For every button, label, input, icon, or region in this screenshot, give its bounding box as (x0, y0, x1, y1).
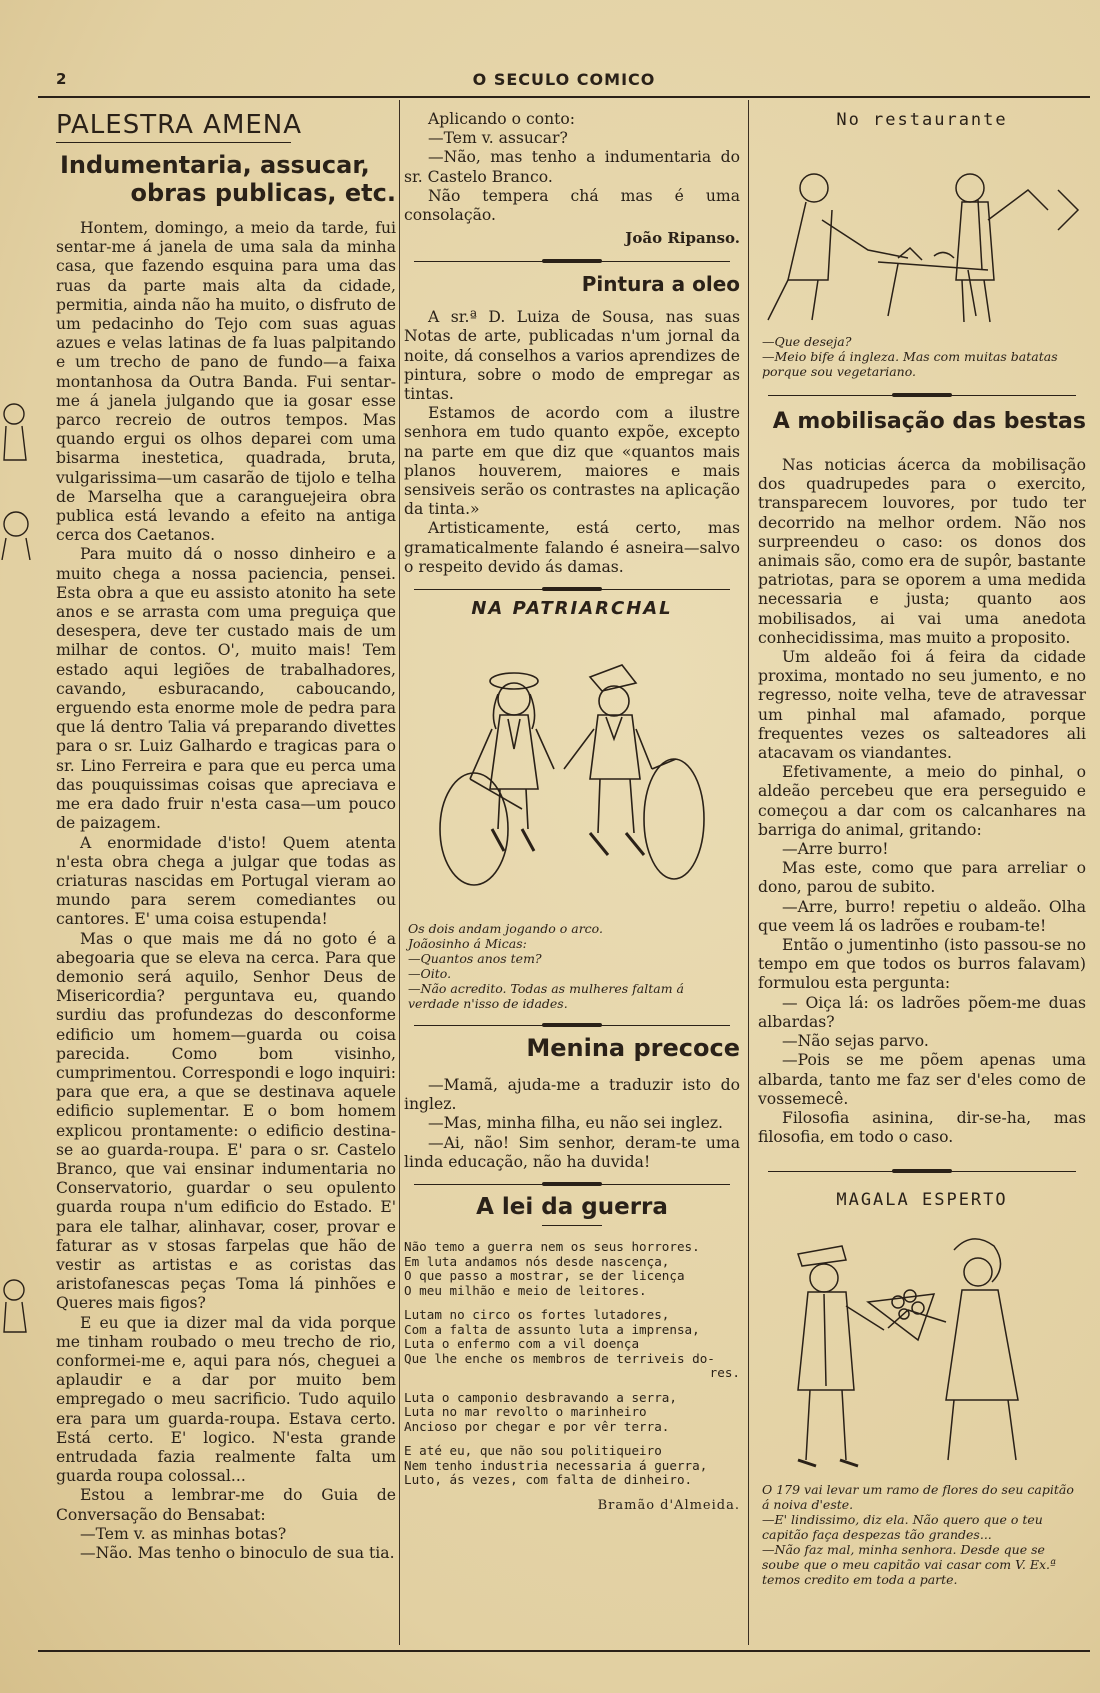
paragraph: Aplicando o conto: (428, 110, 576, 128)
paragraph: Mas este, como que para arreliar o dono, parou de subito. (758, 859, 1086, 897)
stanza (404, 1240, 740, 1298)
verse-line: Que lhe enche os membros de terriveis do- (404, 1350, 715, 1366)
paragraph: —Arre burro! (782, 840, 889, 859)
soldier-flowers-illustration (758, 1210, 1086, 1480)
paragraph: —Não. Mas tenho o binoculo de sua tia. (80, 1544, 395, 1563)
column-right (758, 110, 1086, 1587)
section-kicker: PALESTRA AMENA (56, 110, 303, 140)
footer-rule (38, 1650, 1090, 1652)
children-hoop-illustration (404, 619, 740, 919)
verse-line: Ancioso por chegar e por vêr terra. (404, 1418, 670, 1434)
restaurante-caption (762, 334, 1082, 379)
caption-line: —Oito. (408, 966, 452, 982)
column-divider (748, 100, 749, 1645)
separator (414, 589, 730, 590)
paragraph: Estou a lembrar-me do Guia de Conversação do Bensabat: (56, 1486, 396, 1524)
caption-line: —Que deseja? (762, 334, 852, 349)
paragraph: —Ai, não! Sim senhor, deram-te uma linda educação, não ha duvida! (404, 1133, 740, 1171)
caption-line: —Não acredito. Todas as mulheres faltam á verdade n'isso de idades. (408, 981, 685, 1012)
header-rule (38, 96, 1090, 98)
magala-title: MAGALA ESPERTO (836, 1190, 1008, 1211)
verse-line: res. (709, 1365, 740, 1381)
kicker-rule (56, 142, 291, 143)
pintura-title: Pintura a oleo (581, 272, 740, 297)
patriarchal-title: NA PATRIARCHAL (471, 598, 673, 620)
verse-line: Lutam no circo os fortes lutadores, (404, 1307, 670, 1323)
paragraph: E eu que ia dizer mal da vida porque me tinham roubado o meu trecho de rio, conformei-me e, aqui para nós, cheguei a aplaudir e a dar por muito bem empregado o meu sacrificio. Tudo aquilo era para um guarda-roupa. Estava certo. Está certo. E' logico. N'esta grande entrudada fazia realmente falta um guarda roupa colossal... (56, 1313, 396, 1486)
mobilisacao-body (758, 456, 1086, 1147)
verse-line: Em luta andamos nós desde nascença, (404, 1253, 670, 1269)
paragraph: Não tempera chá mas é uma consolação. (404, 186, 740, 225)
stanza (404, 1444, 740, 1488)
article-body (56, 219, 396, 1563)
caption-line: Joãosinho á Micas: (408, 936, 527, 952)
column-middle (404, 110, 740, 1513)
paragraph: —Mas, minha filha, eu não sei inglez. (428, 1114, 724, 1133)
menina-body (404, 1076, 740, 1172)
paragraph: A sr.ª D. Luiza de Sousa, nas suas Notas de arte, publicadas n'um jornal da noite, dá conselhos a varios aprendizes de pintura, sobre o modo de empregar as tintas. (404, 308, 740, 404)
paragraph: —Arre, burro! repetiu o aldeão. Olha que veem lá os ladrões e roubam-te! (758, 897, 1086, 935)
caption-line: —Quantos anos tem? (408, 951, 542, 967)
separator (414, 261, 730, 262)
separator (414, 1184, 730, 1185)
column-palestra (56, 110, 396, 1563)
article-title-line2: obras publicas, etc. (130, 179, 396, 207)
page-number: 2 (56, 70, 67, 88)
page-header (38, 66, 1090, 96)
separator (414, 1025, 730, 1026)
caption-line: —Não faz mal, minha senhora. Desde que se soube que o meu capitão vai casar com V. Ex.ª temos credito em toda a parte. (762, 1542, 1056, 1588)
verse-line: Luto, ás vezes, com falta de dinheiro. (404, 1472, 693, 1488)
verse-line: Não temo a guerra nem os seus horrores. (404, 1239, 700, 1255)
pintura-body (404, 308, 740, 577)
restaurant-illustration (758, 130, 1086, 330)
verse-line: E até eu, que não sou politiqueiro (404, 1443, 662, 1459)
signature-ripanso: João Ripanso. (625, 229, 740, 248)
verse-line: Luta o camponio desbravando a serra, (404, 1389, 677, 1405)
lei-poem (404, 1240, 740, 1488)
caption-line: Os dois andam jogando o arco. (408, 921, 603, 937)
paragraph: —Não sejas parvo. (782, 1032, 929, 1051)
paragraph: Artisticamente, está certo, mas gramaticalmente falando é asneira—salvo o respeito devido ás damas. (404, 519, 740, 576)
paragraph: Estamos de acordo com a ilustre senhora em tudo quanto expõe, excepto na parte em que diz que «quantos mais planos houverem, maiores e mais sensiveis serão os contrastes na aplicação da tinta.» (404, 404, 740, 519)
separator (768, 1171, 1076, 1172)
column-divider (399, 100, 400, 1645)
paragraph: —Mamã, ajuda-me a traduzir isto do inglez. (404, 1076, 740, 1114)
stanza (404, 1308, 740, 1381)
paragraph: — Oiça lá: os ladrões põem-me duas albardas? (758, 993, 1086, 1031)
paragraph: Mas o que mais me dá no goto é a abegoaria que se eleva na cerca. Para que demonio será aquilo, Senhor Deus de Misericordia? perguntava eu, quando surdiu das profundezas do desconforme edificio um homem—guarda ou coisa parecida. Como bom visinho, cumprimentou. Correspondi e logo inquiri: para que era, a que se destinava aquele edificio suplementar. E o bom homem explicou prontamente: o edificio destina-se ao guarda-roupa. E' para o sr. Castelo Branco, que vai ensinar indumentaria no Conservatorio, guardar o seu opulento guarda roupa n'um edificio do Estado. E' para ele talhar, alinhavar, coser, provar e faturar as v stosas farpelas que hão de vestir as artistas e as coristas das aristofanescas peças Toma lá pinhões e Queres mais figos? (56, 929, 396, 1313)
verse-line: Com a falta de assunto luta a imprensa, (404, 1321, 700, 1337)
paragraph: Hontem, domingo, a meio da tarde, fui sentar-me á janela de uma sala da minha casa, que fazendo esquina para uma das ruas da parte mais alta da cidade, permitia, ainda não ha muito, o disfruto de um pedacinho do Tejo com suas aguas azues e velas latinas de fa luas palpitando e um trecho de pano de fundo—a faixa montanhosa da Outra Banda. Fui sentar-me á janela julgando que ia gosar esse parco recreio de outros tempos. Mas quando ergui os olhos deparei com uma bisarma inestetica, quadrada, bruta, vulgarissima—um casarão de tijolo e telha de Marselha que a caranguejeira obra publica está levando a efeito na antiga cerca dos Caetanos. (56, 219, 396, 545)
paragraph: Filosofia asinina, dir-se-ha, mas filosofia, em todo o caso. (758, 1108, 1086, 1147)
paragraph: —Não, mas tenho a indumentaria do sr. Castelo Branco. (404, 148, 740, 186)
mobilisacao-title: A mobilisação das bestas (772, 409, 1086, 434)
restaurante-title: No restaurante (836, 110, 1008, 130)
caption-line: O 179 vai levar um ramo de flores do seu capitão á noiva d'este. (762, 1482, 1074, 1513)
paragraph: Então o jumentinho (isto passou-se no tempo em que todos os burros falavam) formulou esta pergunta: (758, 936, 1086, 993)
magala-caption (762, 1482, 1082, 1587)
verse-line: Nem tenho industria necessaria á guerra, (404, 1457, 708, 1473)
verse-line: O que passo a mostrar, se der licença (404, 1268, 685, 1284)
margin-doodle (0, 1276, 36, 1336)
separator (768, 395, 1076, 396)
paragraph: A enormidade d'isto! Quem atenta n'esta obra chega a julgar que todas as criaturas nascidas em Portugal vieram ao mundo para serem comediantes ou cantores. E' uma coisa estupenda! (56, 833, 396, 929)
masthead: O SECULO COMICO (472, 70, 656, 89)
paragraph: Um aldeão foi á feira da cidade proxima, montado no seu jumento, e no regresso, noite velha, teve de atravessar um pinhal mal afamado, porque frequentes vezes os salteadores ali atacavam os viandantes. (758, 648, 1086, 763)
stanza (404, 1391, 740, 1435)
paragraph: —Tem v. as minhas botas? (80, 1524, 287, 1543)
menina-title: Menina precoce (526, 1034, 740, 1063)
article-title-line1: Indumentaria, assucar, (60, 151, 370, 179)
paragraph: Para muito dá o nosso dinheiro e a muito chega a nossa paciencia, pensei. Esta obra a que eu assisto atonito ha sete anos e se arrasta com uma preguiça que desespera, deve ter custado mais de um milhar de contos. O', muito mais! Tem estado aqui legiões de trabalhadores, cavando, esburacando, caboucando, erguendo esta enorme mole de pedra para que lá dentro Talia vá preparando divettes para o sr. Luiz Galhardo e tragicas para o sr. Lino Ferreira e para que eu perca uma das pouquissimas coisas que apreciava e me era dado fruir n'esta casa—um pouco de paizagem. (56, 545, 396, 833)
continuation-body (404, 110, 740, 225)
patriarchal-caption (408, 921, 736, 1011)
paragraph: —Pois se me põem apenas uma albarda, tanto me faz ser d'eles como de vossemecê. (758, 1051, 1086, 1108)
lei-title: A lei da guerra (476, 1194, 668, 1221)
verse-line: O meu milhão e meio de leitores. (404, 1282, 647, 1298)
signature-bramao: Bramão d'Almeida. (597, 1497, 740, 1513)
caption-line: —E' lindissimo, diz ela. Não quero que o teu capitão faça despezas tão grandes... (762, 1512, 1043, 1543)
paragraph: —Tem v. assucar? (428, 129, 568, 148)
paragraph: Nas noticias ácerca da mobilisação dos quadrupedes para o exercito, transparecem louvores, por tudo ter decorrido na melhor ordem. Não nos surpreendeu o caso: os donos dos animais são, como era de supôr, bastante patriotas, para se oporem a uma medida necessaria e justa; quanto aos mobilisados, ai vai uma anedota conhecidissima, mas muito a proposito. (758, 456, 1086, 647)
margin-doodle (0, 400, 40, 560)
paragraph: Efetivamente, a meio do pinhal, o aldeão percebeu que era perseguido e começou a dar com os calcanhares na barriga do animal, gritando: (758, 763, 1086, 839)
verse-line: Luta o enfermo com a vil doença (404, 1336, 640, 1352)
caption-line: —Meio bife á ingleza. Mas com muitas batatas porque sou vegetariano. (762, 349, 1058, 379)
verse-line: Luta no mar revolto o marinheiro (404, 1404, 647, 1420)
title-rule (542, 1225, 602, 1226)
